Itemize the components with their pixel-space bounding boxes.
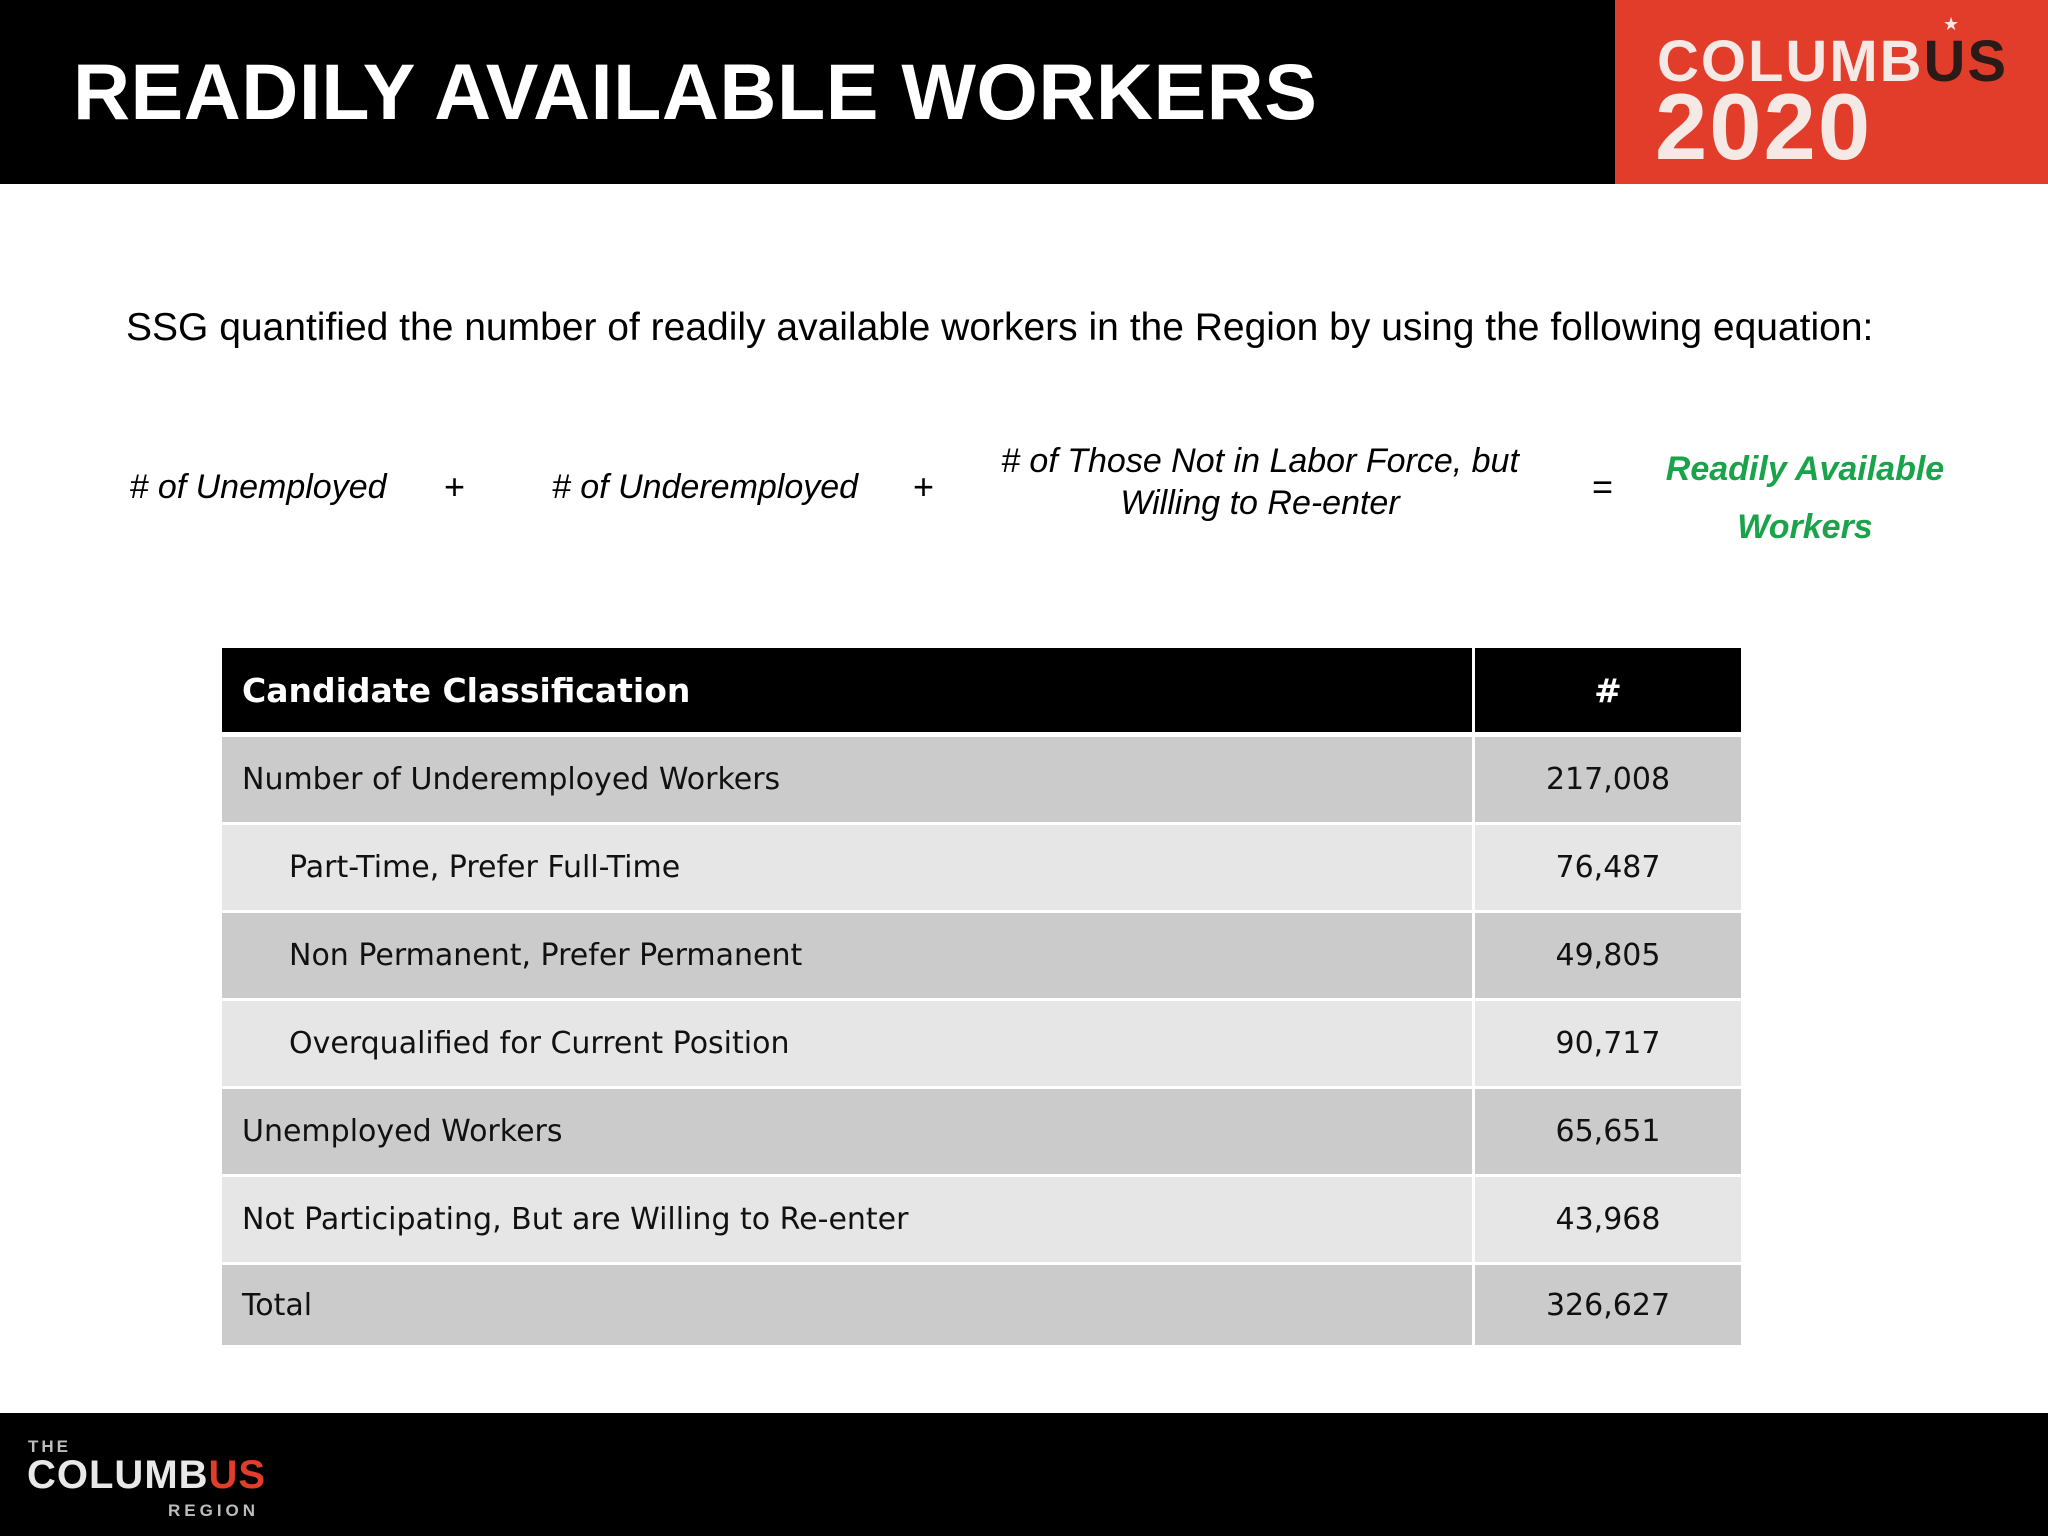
equation-term-not-in-labor-force bbox=[990, 440, 1530, 524]
table-row bbox=[222, 913, 1741, 998]
equation-term-underemployed: # of Underemployed bbox=[551, 468, 859, 506]
row-value: 217,008 bbox=[1475, 737, 1741, 822]
logo-word-main: COLUMB bbox=[1657, 29, 1924, 94]
row-value: 90,717 bbox=[1475, 1001, 1741, 1086]
equation-plus-2: + bbox=[913, 466, 935, 507]
intro-text: SSG quantified the number of readily available workers in the Region by using the following equation: bbox=[126, 306, 1874, 349]
logo-star-icon: ★ bbox=[1943, 14, 1960, 34]
workers-table bbox=[222, 648, 1741, 1348]
row-value: 326,627 bbox=[1475, 1265, 1741, 1345]
logo-word-us: US bbox=[1923, 29, 2009, 94]
row-label: Non Permanent, Prefer Permanent bbox=[222, 913, 1472, 998]
equation-term-unemployed: # of Unemployed bbox=[129, 468, 387, 506]
row-label: Part-Time, Prefer Full-Time bbox=[222, 825, 1472, 910]
row-value: 43,968 bbox=[1475, 1177, 1741, 1262]
table-header-row bbox=[222, 648, 1741, 732]
equation-result-line1: Readily Available bbox=[1665, 450, 1945, 488]
table-row bbox=[222, 825, 1741, 910]
equation-term3-line2: Willing to Re-enter bbox=[1120, 484, 1400, 522]
table-row bbox=[222, 1089, 1741, 1174]
table-total-row bbox=[222, 1265, 1741, 1345]
row-label: Number of Underemployed Workers bbox=[222, 737, 1472, 822]
row-label: Overqualified for Current Position bbox=[222, 1001, 1472, 1086]
footer-logo-the: THE bbox=[28, 1437, 71, 1456]
row-value: 65,651 bbox=[1475, 1089, 1741, 1174]
footer-logo-word-main: COLUMB bbox=[27, 1453, 209, 1497]
footer-logo-word-us: US bbox=[208, 1453, 267, 1497]
table-row bbox=[222, 737, 1741, 822]
row-label: Total bbox=[222, 1265, 1472, 1345]
row-value: 49,805 bbox=[1475, 913, 1741, 998]
row-label: Not Participating, But are Willing to Re-enter bbox=[222, 1177, 1472, 1262]
column-header-count: # bbox=[1475, 648, 1741, 732]
equation-term3-line1: # of Those Not in Labor Force, but bbox=[1001, 442, 1519, 480]
table-row bbox=[222, 1001, 1741, 1086]
footer-logo-wordmark bbox=[27, 1453, 266, 1498]
equation-plus-1: + bbox=[444, 466, 466, 507]
column-header-classification: Candidate Classification bbox=[222, 648, 1472, 732]
logo-year: 2020 bbox=[1655, 74, 1873, 179]
footer-bar bbox=[0, 1413, 2048, 1536]
row-value: 76,487 bbox=[1475, 825, 1741, 910]
footer-logo-region: REGION bbox=[168, 1501, 260, 1520]
row-label: Unemployed Workers bbox=[222, 1089, 1472, 1174]
equation-result bbox=[1650, 440, 1960, 556]
table-row bbox=[222, 1177, 1741, 1262]
columbus-2020-logo bbox=[1615, 0, 2048, 184]
equation-result-line2: Workers bbox=[1737, 508, 1873, 546]
page-title: READILY AVAILABLE WORKERS bbox=[73, 47, 1318, 136]
equation-equals: = bbox=[1592, 466, 1614, 507]
header-bar bbox=[0, 0, 2048, 184]
